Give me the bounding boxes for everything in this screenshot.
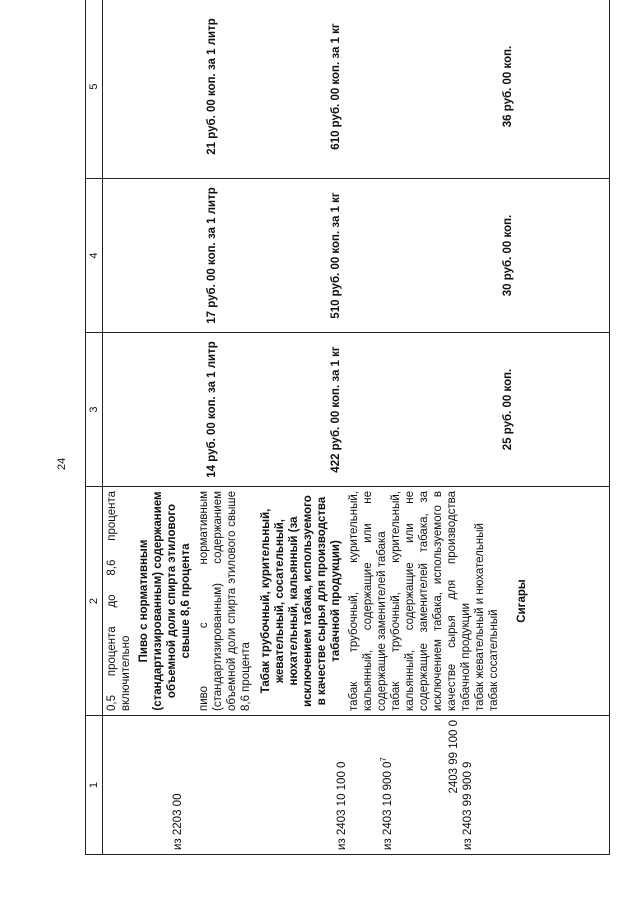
cigars-rate-3: 25 руб. 00 коп. (502, 368, 514, 451)
tobacco-heading: Табак трубочный, курительный, жевательный, сосательный, нюхательный, кальянный (за исключением табака, используемого в качестве сырья для производства табачной продукции) (260, 495, 342, 707)
beer-rate-5: 21 руб. 00 коп. за 1 литр (206, 18, 218, 155)
beer-subtext: пиво с нормативным (стандартизированным) содержанием объемной доли спирта этилового свыше 8,6 процента (198, 491, 252, 711)
code-cell (103, 716, 610, 855)
tobacco-rate-5: 610 руб. 00 коп. за 1 кг (330, 23, 342, 150)
cigars-heading: Сигары (516, 579, 528, 623)
intro-line: 0,5 процента до 8,6 процента включительно (106, 491, 132, 711)
tobacco-code-2: из 2403 10 900 $0^7$ (379, 757, 394, 850)
col-header-4: 4 (86, 179, 103, 333)
col-header-2: 2 (86, 487, 103, 716)
tobacco-rate-4: 510 руб. 00 коп. за 1 кг (330, 192, 342, 319)
tobacco-item-2: табак трубочный, курительный, кальянный, содержащие или не содержащие заменителей табака, за исключением табака, используемого в качестве сырья для производства табачной продукции (390, 491, 472, 711)
page-number: 24 (56, 457, 68, 470)
beer-code: из 2203 00 (172, 793, 184, 850)
tobacco-item-4: табак сосательный (488, 609, 500, 711)
table-row (103, 0, 610, 855)
beer-rate-4: 17 руб. 00 коп. за 1 литр (206, 187, 218, 324)
description-cell (103, 487, 610, 716)
tariff-table-rotated (85, 18, 610, 855)
beer-heading: Пиво с нормативным (стандартизированным) содержанием объемной доли спирта этилового свыше 8,6 процента (138, 491, 192, 711)
tobacco-code-1: из 2403 10 100 0 (336, 761, 348, 850)
column-number-row (86, 0, 103, 855)
tariff-table (85, 0, 610, 855)
rate-cell-5 (103, 0, 610, 179)
tobacco-code-3: 2403 99 100 0 (448, 720, 460, 794)
tobacco-item-1: табак трубочный, курительный, кальянный, содержащие или не содержащие заменителей табака (348, 491, 388, 711)
col-header-3: 3 (86, 333, 103, 487)
rate-cell-4 (103, 179, 610, 333)
rate-cell-3 (103, 333, 610, 487)
col-header-5: 5 (86, 0, 103, 179)
cigars-rate-4: 30 руб. 00 коп. (502, 214, 514, 297)
cigars-rate-5: 36 руб. 00 коп. (502, 45, 514, 128)
col-header-1: 1 (86, 716, 103, 855)
tobacco-code-4: из 2403 99 900 9 (462, 761, 474, 850)
tobacco-rate-3: 422 руб. 00 коп. за 1 кг (330, 346, 342, 473)
tobacco-item-3: табак жевательный и нюхательный (474, 523, 486, 711)
beer-rate-3: 14 руб. 00 коп. за 1 литр (206, 341, 218, 478)
